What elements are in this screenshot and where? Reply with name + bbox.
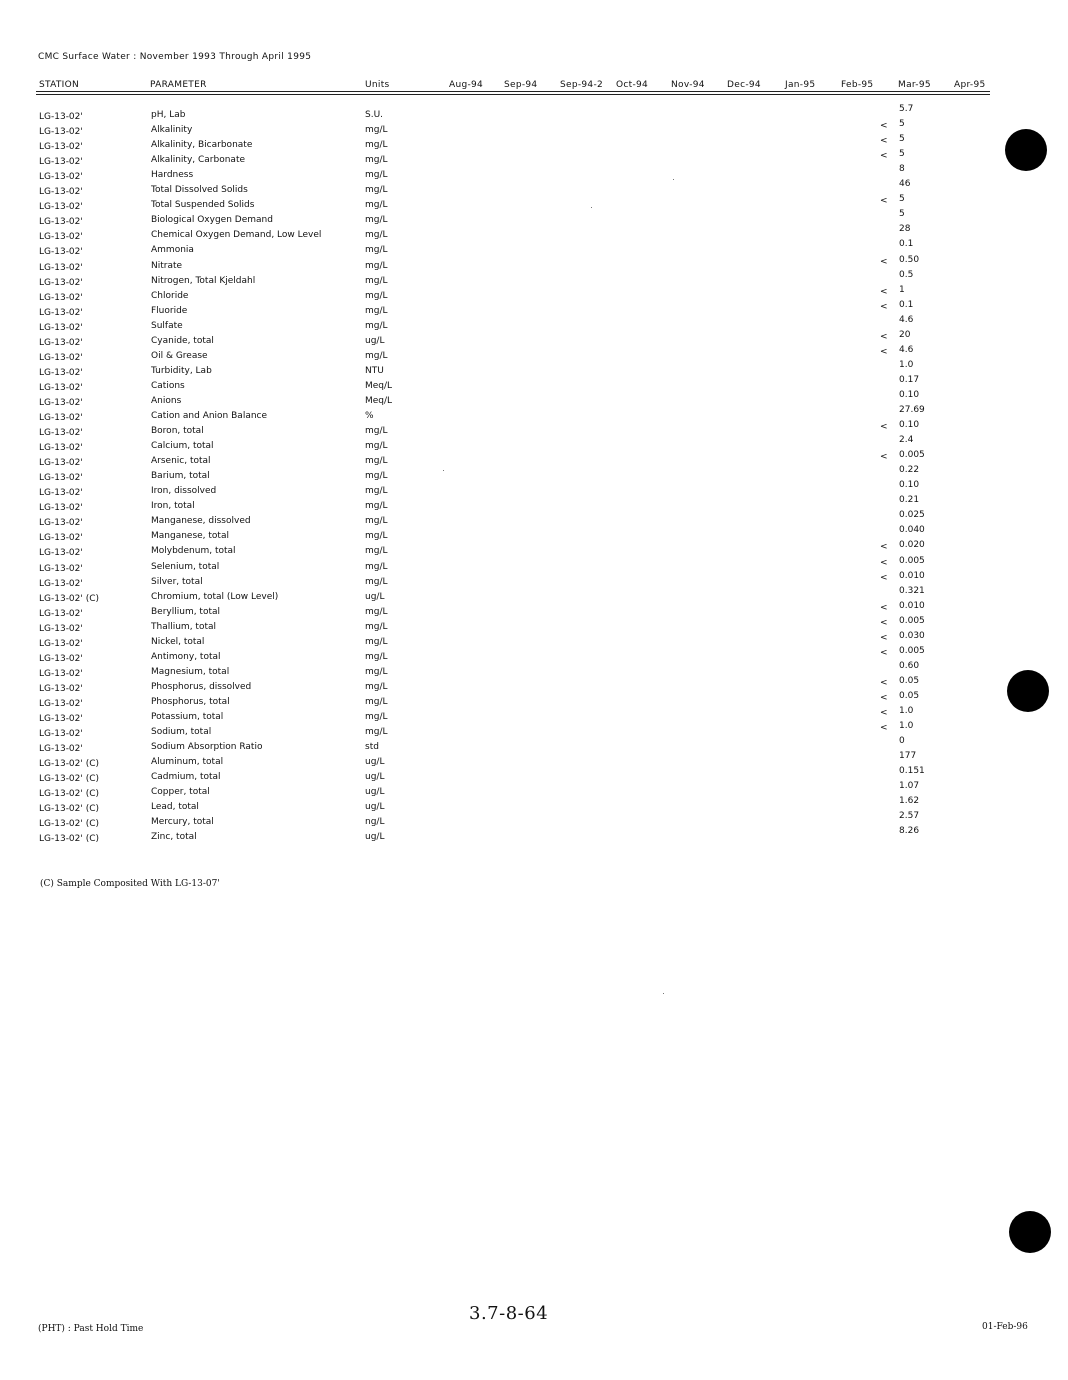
mar95-value-cell: 0.010 <box>899 570 925 581</box>
units-cell: mg/L <box>365 561 388 572</box>
mar95-value-cell: 177 <box>899 751 917 762</box>
parameter-cell: Nitrate <box>151 260 183 271</box>
units-cell: mg/L <box>365 456 388 467</box>
parameter-cell: Nickel, total <box>151 636 205 647</box>
parameter-cell: Calcium, total <box>151 441 214 452</box>
station-cell: LG-13-02' <box>39 262 83 273</box>
mar95-value-cell: 0 <box>899 736 905 747</box>
units-cell: mg/L <box>365 200 388 211</box>
parameter-cell: Biological Oxygen Demand <box>151 215 273 226</box>
station-cell: LG-13-02' <box>39 608 83 619</box>
station-cell: LG-13-02' <box>39 473 83 484</box>
station-cell: LG-13-02' <box>39 548 83 559</box>
station-cell: LG-13-02' <box>39 187 83 198</box>
units-cell: std <box>365 742 379 753</box>
mar95-value-cell: 28 <box>899 224 911 235</box>
parameter-cell: Total Suspended Solids <box>151 200 255 211</box>
scan-speck <box>663 993 664 994</box>
station-cell: LG-13-02' <box>39 367 83 378</box>
table-row <box>0 405 1000 424</box>
table-row <box>0 555 1000 575</box>
mar95-value-cell: 5 <box>899 134 905 145</box>
table-row <box>0 209 1000 228</box>
parameter-cell: Aluminum, total <box>151 757 224 768</box>
station-cell: LG-13-02' <box>39 638 83 649</box>
units-cell: mg/L <box>365 712 388 722</box>
qualifier-cell: < <box>880 647 888 658</box>
mar95-value-cell: 1.0 <box>899 359 914 370</box>
composite-footnote: (C) Sample Composited With LG-13-07' <box>40 879 220 889</box>
station-cell: LG-13-02' <box>39 322 83 333</box>
qualifier-cell: < <box>880 572 888 583</box>
station-cell: LG-13-02' (C) <box>39 593 100 604</box>
mar95-value-cell: 5 <box>899 194 905 205</box>
units-cell: mg/L <box>365 681 388 692</box>
mar95-value-cell: 0.010 <box>899 600 925 611</box>
mar95-value-cell: 0.21 <box>899 495 920 506</box>
table-row <box>0 706 1000 725</box>
qualifier-cell: < <box>880 602 888 613</box>
header-month: Oct-94 <box>616 80 649 90</box>
table-row <box>0 149 1000 168</box>
station-cell: LG-13-02' <box>39 744 83 755</box>
station-cell: LG-13-02' <box>39 623 83 634</box>
parameter-cell: Cadmium, total <box>151 772 221 783</box>
page-number: 3.7-8-64 <box>469 1303 549 1324</box>
qualifier-cell: < <box>880 723 888 734</box>
units-cell: mg/L <box>365 501 388 512</box>
station-cell: LG-13-02' <box>39 217 83 228</box>
parameter-cell: Oil & Grease <box>151 350 208 361</box>
qualifier-cell: < <box>880 452 888 463</box>
header-month: Feb-95 <box>841 80 874 90</box>
scan-speck <box>443 470 444 471</box>
station-cell: LG-13-02' <box>39 428 83 439</box>
mar95-value-cell: 2.57 <box>899 811 920 822</box>
units-cell: mg/L <box>365 666 388 677</box>
print-date: 01-Feb-96 <box>982 1322 1028 1332</box>
table-row <box>0 374 1000 394</box>
header-rule-bottom <box>36 94 990 95</box>
units-cell: mg/L <box>365 140 388 151</box>
mar95-value-cell: 0.05 <box>899 690 920 701</box>
units-cell: mg/L <box>365 727 388 738</box>
units-cell: ug/L <box>365 787 385 798</box>
table-row <box>0 570 1000 590</box>
table-row <box>0 781 1000 800</box>
mar95-value-cell: 8 <box>899 164 905 175</box>
qualifier-cell: < <box>880 708 888 718</box>
units-cell: mg/L <box>365 230 388 241</box>
units-cell: Meq/L <box>365 380 393 391</box>
parameter-cell: Antimony, total <box>151 651 221 662</box>
station-cell: LG-13-02' (C) <box>39 789 100 800</box>
qualifier-cell: < <box>880 121 888 132</box>
units-cell: ug/L <box>365 757 385 768</box>
units-cell: ug/L <box>365 772 385 783</box>
qualifier-cell: < <box>880 346 888 357</box>
parameter-cell: Arsenic, total <box>151 456 211 467</box>
parameter-cell: Sodium Absorption Ratio <box>151 742 263 753</box>
units-cell: ug/L <box>365 335 385 346</box>
station-cell: LG-13-02' <box>39 518 83 529</box>
table-row <box>0 690 1000 710</box>
header-rule-top <box>36 91 990 92</box>
mar95-value-cell: 0.10 <box>899 389 920 400</box>
qualifier-cell: < <box>880 542 888 553</box>
table-row <box>0 525 1000 544</box>
station-cell: LG-13-02' (C) <box>39 819 100 830</box>
table-row <box>0 164 1000 183</box>
table-row <box>0 194 1000 213</box>
mar95-value-cell: 0.1 <box>899 299 914 310</box>
table-row <box>0 766 1000 785</box>
mar95-value-cell: 0.05 <box>899 675 920 686</box>
table-row <box>0 239 1000 258</box>
table-row <box>0 269 1000 289</box>
mar95-value-cell: 5 <box>899 119 905 130</box>
table-row <box>0 811 1000 830</box>
mar95-value-cell: 0.020 <box>899 540 925 551</box>
mar95-value-cell: 0.22 <box>899 465 920 476</box>
parameter-cell: Ammonia <box>151 245 194 256</box>
table-row <box>0 420 1000 439</box>
station-cell: LG-13-02' <box>39 112 83 122</box>
table-row <box>0 660 1000 680</box>
parameter-cell: Phosphorus, total <box>151 696 230 707</box>
parameter-cell: Anions <box>151 395 182 406</box>
parameter-cell: Barium, total <box>151 471 210 482</box>
table-row <box>0 751 1000 770</box>
mar95-value-cell: 1.07 <box>899 781 920 792</box>
mar95-value-cell: 4.6 <box>899 314 914 325</box>
units-cell: Meq/L <box>365 395 393 406</box>
parameter-cell: Iron, total <box>151 501 195 512</box>
parameter-cell: Chemical Oxygen Demand, Low Level <box>151 230 322 241</box>
header-month: Apr-95 <box>954 80 986 90</box>
units-cell: mg/L <box>365 305 388 316</box>
report-title: CMC Surface Water : November 1993 Through April 1995 <box>38 52 312 62</box>
units-cell: S.U. <box>365 110 384 120</box>
table-row <box>0 450 1000 469</box>
table-row <box>0 299 1000 319</box>
units-cell: mg/L <box>365 606 388 617</box>
mar95-value-cell: 0.005 <box>899 450 925 461</box>
mar95-value-cell: 0.10 <box>899 420 920 431</box>
units-cell: mg/L <box>365 651 388 662</box>
header-station: STATION <box>39 80 80 90</box>
mar95-value-cell: 1 <box>899 284 905 295</box>
table-row <box>0 435 1000 454</box>
table-row <box>0 675 1000 695</box>
qualifier-cell: < <box>880 422 888 433</box>
qualifier-cell: < <box>880 151 888 162</box>
mar95-value-cell: 0.025 <box>899 510 925 521</box>
mar95-value-cell: 0.50 <box>899 254 920 265</box>
table-row <box>0 630 1000 650</box>
parameter-cell: pH, Lab <box>151 110 186 120</box>
qualifier-cell: < <box>880 331 888 342</box>
parameter-cell: Hardness <box>151 170 194 181</box>
header-month: Sep-94-2 <box>560 80 604 90</box>
table-row <box>0 104 1000 123</box>
parameter-cell: Alkalinity, Carbonate <box>151 155 246 166</box>
station-cell: LG-13-02' <box>39 337 83 348</box>
station-cell: LG-13-02' <box>39 157 83 168</box>
parameter-cell: Turbidity, Lab <box>151 365 212 376</box>
mar95-value-cell: 0.030 <box>899 630 925 641</box>
mar95-value-cell: 46 <box>899 179 911 190</box>
punch-hole <box>1009 1211 1051 1253</box>
parameter-cell: Magnesium, total <box>151 666 230 677</box>
table-row <box>0 344 1000 364</box>
units-cell: mg/L <box>365 531 388 542</box>
station-cell: LG-13-02' <box>39 277 83 288</box>
station-cell: LG-13-02' <box>39 247 83 258</box>
units-cell: mg/L <box>365 320 388 331</box>
table-row <box>0 585 1000 605</box>
mar95-value-cell: 1.62 <box>899 796 920 807</box>
parameter-cell: Selenium, total <box>151 561 220 572</box>
station-cell: LG-13-02' <box>39 232 83 243</box>
mar95-value-cell: 8.26 <box>899 826 920 837</box>
station-cell: LG-13-02' <box>39 578 83 589</box>
units-cell: mg/L <box>365 636 388 647</box>
table-row <box>0 119 1000 138</box>
table-row <box>0 495 1000 514</box>
header-month: Sep-94 <box>504 80 538 90</box>
mar95-value-cell: 0.1 <box>899 239 914 250</box>
parameter-cell: Boron, total <box>151 426 204 437</box>
table-row <box>0 826 1000 845</box>
mar95-value-cell: 0.5 <box>899 269 914 280</box>
station-cell: LG-13-02' <box>39 668 83 679</box>
header-month: Dec-94 <box>727 80 761 90</box>
qualifier-cell: < <box>880 557 888 568</box>
units-cell: mg/L <box>365 516 388 527</box>
station-cell: LG-13-02' <box>39 142 83 153</box>
mar95-value-cell: 0.10 <box>899 480 920 491</box>
table-row <box>0 179 1000 198</box>
table-row <box>0 329 1000 349</box>
units-cell: mg/L <box>365 275 388 286</box>
units-cell: mg/L <box>365 125 388 136</box>
table-row <box>0 284 1000 304</box>
table-row <box>0 736 1000 755</box>
mar95-value-cell: 0.005 <box>899 645 925 656</box>
parameter-cell: Cation and Anion Balance <box>151 411 268 421</box>
units-cell: mg/L <box>365 170 388 181</box>
table-row <box>0 314 1000 334</box>
station-cell: LG-13-02' <box>39 382 83 393</box>
punch-hole <box>1007 670 1049 712</box>
table-row <box>0 645 1000 665</box>
units-cell: mg/L <box>365 441 388 452</box>
mar95-value-cell: 0.040 <box>899 525 925 536</box>
parameter-cell: Lead, total <box>151 802 199 813</box>
table-row <box>0 510 1000 529</box>
units-cell: mg/L <box>365 696 388 707</box>
mar95-value-cell: 27.69 <box>899 405 925 415</box>
units-cell: mg/L <box>365 350 388 361</box>
table-row <box>0 389 1000 409</box>
station-cell: LG-13-02' <box>39 488 83 499</box>
station-cell: LG-13-02' <box>39 307 83 318</box>
parameter-cell: Phosphorus, dissolved <box>151 681 252 692</box>
table-row <box>0 721 1000 740</box>
units-cell: ng/L <box>365 817 385 828</box>
table-row <box>0 540 1000 559</box>
mar95-value-cell: 4.6 <box>899 344 914 355</box>
parameter-cell: Chloride <box>151 290 189 301</box>
station-cell: LG-13-02' (C) <box>39 774 100 785</box>
parameter-cell: Cyanide, total <box>151 335 214 346</box>
units-cell: mg/L <box>365 215 388 226</box>
parameter-cell: Manganese, total <box>151 531 229 542</box>
header-parameter: PARAMETER <box>150 80 207 90</box>
station-cell: LG-13-02' <box>39 352 83 363</box>
parameter-cell: Silver, total <box>151 576 203 587</box>
parameter-cell: Manganese, dissolved <box>151 516 251 527</box>
mar95-value-cell: 0.17 <box>899 374 920 385</box>
parameter-cell: Chromium, total (Low Level) <box>151 591 279 602</box>
station-cell: LG-13-02' <box>39 683 83 694</box>
table-row <box>0 134 1000 153</box>
pht-note: (PHT) : Past Hold Time <box>38 1324 144 1334</box>
header-month: Aug-94 <box>449 80 484 90</box>
table-row <box>0 224 1000 243</box>
units-cell: mg/L <box>365 185 388 196</box>
mar95-value-cell: 5 <box>899 209 905 220</box>
parameter-cell: Cations <box>151 380 185 391</box>
qualifier-cell: < <box>880 632 888 643</box>
mar95-value-cell: 0.321 <box>899 585 925 596</box>
qualifier-cell: < <box>880 286 888 297</box>
units-cell: ug/L <box>365 591 385 602</box>
table-row <box>0 615 1000 635</box>
header-month: Mar-95 <box>898 80 931 90</box>
qualifier-cell: < <box>880 692 888 703</box>
parameter-cell: Beryllium, total <box>151 606 221 617</box>
header-month: Nov-94 <box>671 80 705 90</box>
units-cell: NTU <box>365 365 384 376</box>
units-cell: mg/L <box>365 546 388 557</box>
parameter-cell: Sodium, total <box>151 727 212 738</box>
parameter-cell: Alkalinity <box>151 125 193 136</box>
parameter-cell: Nitrogen, Total Kjeldahl <box>151 275 256 286</box>
parameter-cell: Copper, total <box>151 787 210 798</box>
mar95-value-cell: 2.4 <box>899 435 914 446</box>
parameter-cell: Thallium, total <box>151 621 216 632</box>
units-cell: mg/L <box>365 290 388 301</box>
station-cell: LG-13-02' (C) <box>39 834 100 845</box>
parameter-cell: Sulfate <box>151 320 183 331</box>
station-cell: LG-13-02' <box>39 729 83 740</box>
station-cell: LG-13-02' <box>39 458 83 469</box>
units-cell: ug/L <box>365 832 385 843</box>
station-cell: LG-13-02' <box>39 127 83 138</box>
qualifier-cell: < <box>880 301 888 312</box>
units-cell: mg/L <box>365 576 388 587</box>
parameter-cell: Fluoride <box>151 305 188 316</box>
parameter-cell: Zinc, total <box>151 832 197 843</box>
mar95-value-cell: 0.60 <box>899 660 920 671</box>
station-cell: LG-13-02' <box>39 443 83 454</box>
qualifier-cell: < <box>880 256 888 267</box>
table-row <box>0 796 1000 815</box>
scan-speck <box>591 207 592 208</box>
parameter-cell: Total Dissolved Solids <box>151 185 248 196</box>
station-cell: LG-13-02' <box>39 698 83 709</box>
qualifier-cell: < <box>880 196 888 207</box>
station-cell: LG-13-02' <box>39 563 83 574</box>
mar95-value-cell: 1.0 <box>899 706 914 716</box>
units-cell: mg/L <box>365 245 388 256</box>
station-cell: LG-13-02' <box>39 397 83 408</box>
station-cell: LG-13-02' <box>39 413 83 423</box>
parameter-cell: Mercury, total <box>151 817 214 828</box>
station-cell: LG-13-02' (C) <box>39 804 100 815</box>
units-cell: mg/L <box>365 155 388 166</box>
mar95-value-cell: 0.005 <box>899 555 925 566</box>
mar95-value-cell: 0.005 <box>899 615 925 626</box>
units-cell: mg/L <box>365 486 388 497</box>
units-cell: mg/L <box>365 426 388 437</box>
table-row <box>0 359 1000 379</box>
scan-speck <box>673 179 674 180</box>
station-cell: LG-13-02' <box>39 533 83 544</box>
qualifier-cell: < <box>880 617 888 628</box>
units-cell: ug/L <box>365 802 385 813</box>
parameter-cell: Potassium, total <box>151 712 224 722</box>
station-cell: LG-13-02' <box>39 714 83 724</box>
header-units: Units <box>365 80 390 90</box>
units-cell: mg/L <box>365 621 388 632</box>
table-row <box>0 465 1000 484</box>
mar95-value-cell: 20 <box>899 329 911 340</box>
mar95-value-cell: 0.151 <box>899 766 925 777</box>
qualifier-cell: < <box>880 677 888 688</box>
parameter-cell: Iron, dissolved <box>151 486 217 497</box>
units-cell: mg/L <box>365 260 388 271</box>
punch-hole <box>1005 129 1047 171</box>
table-row <box>0 600 1000 620</box>
parameter-cell: Alkalinity, Bicarbonate <box>151 140 253 151</box>
station-cell: LG-13-02' (C) <box>39 759 100 770</box>
units-cell: % <box>365 411 374 421</box>
station-cell: LG-13-02' <box>39 202 83 213</box>
mar95-value-cell: 5 <box>899 149 905 160</box>
qualifier-cell: < <box>880 136 888 147</box>
table-row <box>0 254 1000 274</box>
station-cell: LG-13-02' <box>39 172 83 183</box>
units-cell: mg/L <box>365 471 388 482</box>
mar95-value-cell: 1.0 <box>899 721 914 732</box>
station-cell: LG-13-02' <box>39 503 83 514</box>
parameter-cell: Molybdenum, total <box>151 546 236 557</box>
station-cell: LG-13-02' <box>39 292 83 303</box>
mar95-value-cell: 5.7 <box>899 104 914 114</box>
header-month: Jan-95 <box>785 80 816 90</box>
table-row <box>0 480 1000 499</box>
station-cell: LG-13-02' <box>39 653 83 664</box>
